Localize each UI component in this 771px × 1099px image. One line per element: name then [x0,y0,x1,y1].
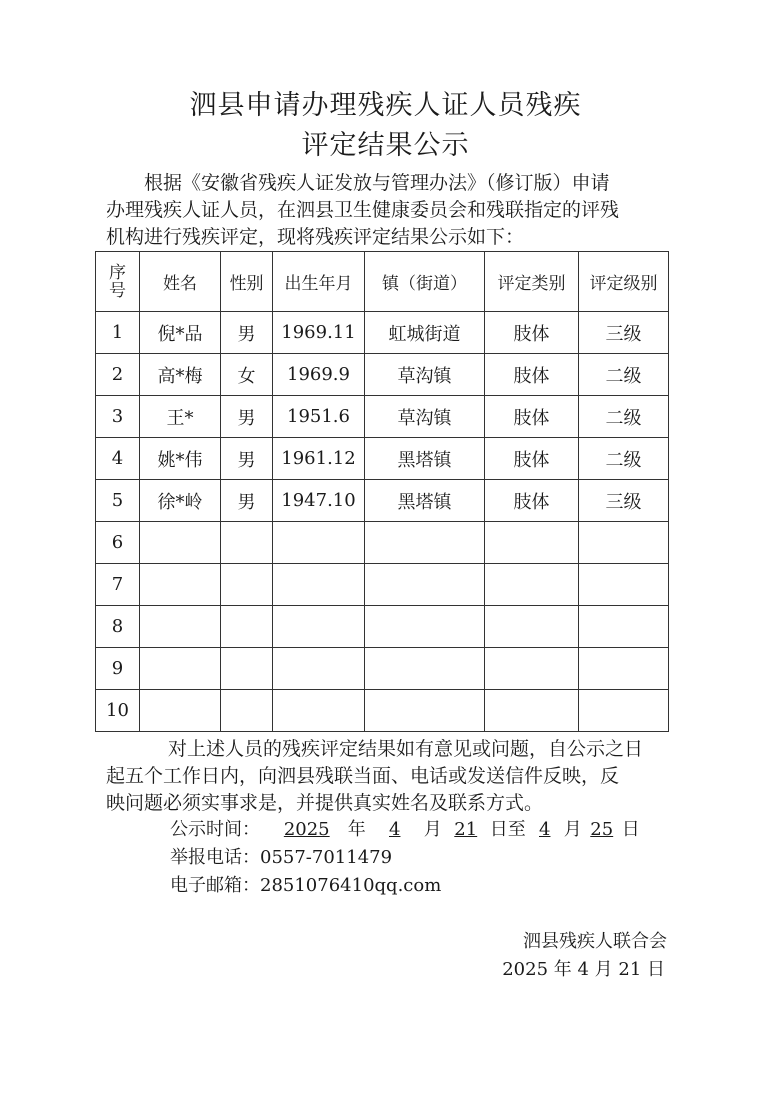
table-row [96,480,669,522]
intro-paragraph [106,170,676,251]
cell-birth: 1961.12 [273,438,365,480]
intro-line: 办理残疾人证人员，在泗县卫生健康委员会和残联指定的评残 [106,199,620,221]
cell-seq: 10 [96,690,140,732]
cell-category: 肢体 [485,312,579,354]
cell-level [579,606,669,648]
table-body [96,312,669,732]
intro-line: 机构进行残疾评定，现将残疾评定结果公示如下： [106,226,525,248]
cell-name [140,690,221,732]
cell-gender [221,648,273,690]
cell-gender: 男 [221,438,273,480]
notice-line: 起五个工作日内，向泗县残联当面、电话或发送信件反映，反 [106,765,620,787]
cell-seq: 6 [96,522,140,564]
cell-category: 肢体 [485,480,579,522]
cell-seq: 5 [96,480,140,522]
cell-birth: 1969.9 [273,354,365,396]
cell-town [365,522,485,564]
cell-name: 王* [140,396,221,438]
cell-seq: 4 [96,438,140,480]
cell-level: 二级 [579,396,669,438]
cell-birth [273,690,365,732]
header-gender: 性别 [221,252,273,312]
table-row [96,564,669,606]
table-row [96,354,669,396]
cell-town: 黑塔镇 [365,438,485,480]
cell-gender [221,564,273,606]
cell-name [140,606,221,648]
cell-town: 草沟镇 [365,396,485,438]
cell-level [579,690,669,732]
cell-birth: 1969.11 [273,312,365,354]
cell-level: 二级 [579,438,669,480]
signature-org: 泗县残疾人联合会 [523,931,667,952]
cell-name [140,648,221,690]
cell-seq: 7 [96,564,140,606]
cell-category: 肢体 [485,354,579,396]
report-email [170,874,441,898]
cell-seq: 3 [96,396,140,438]
cell-name [140,522,221,564]
document-title-line1: 泗县申请办理残疾人证人员残疾 [189,90,582,121]
period-start-day: 21 [454,819,478,840]
cell-town: 黑塔镇 [365,480,485,522]
table-row [96,396,669,438]
email-label: 电子邮箱： [170,875,260,896]
table-row [96,312,669,354]
header-birth: 出生年月 [273,252,365,312]
period-end-month: 4 [539,819,551,840]
cell-level: 三级 [579,312,669,354]
cell-category: 肢体 [485,438,579,480]
notice-paragraph [106,736,696,817]
cell-category [485,522,579,564]
intro-line: 根据《安徽省残疾人证发放与管理办法》（修订版）申请 [144,172,610,194]
cell-birth [273,522,365,564]
period-end-day: 25 [590,819,614,840]
notice-line: 映问题必须实事求是，并提供真实姓名及联系方式。 [106,792,544,814]
table-row [96,690,669,732]
cell-level: 二级 [579,354,669,396]
report-phone [170,846,392,870]
period-month-char: 月 [423,819,442,840]
document-title-line2: 评定结果公示 [301,130,470,161]
header-level: 评定级别 [579,252,669,312]
publicity-period [170,818,640,842]
cell-gender [221,690,273,732]
cell-seq: 1 [96,312,140,354]
cell-birth [273,606,365,648]
phone-number: 0557-7011479 [260,847,393,868]
cell-gender: 女 [221,354,273,396]
cell-seq: 8 [96,606,140,648]
cell-name: 徐*岭 [140,480,221,522]
cell-seq: 2 [96,354,140,396]
period-year-char: 年 [347,819,366,840]
cell-birth [273,564,365,606]
table-header-row [96,252,669,312]
cell-level [579,522,669,564]
cell-birth [273,648,365,690]
period-month-char-2: 月 [563,819,582,840]
cell-town [365,648,485,690]
email-address: 2851076410qq.com [260,875,442,896]
cell-name: 高*梅 [140,354,221,396]
cell-category: 肢体 [485,396,579,438]
cell-level: 三级 [579,480,669,522]
cell-gender: 男 [221,396,273,438]
cell-category [485,648,579,690]
cell-birth: 1947.10 [273,480,365,522]
table-row [96,606,669,648]
cell-gender [221,522,273,564]
cell-gender [221,606,273,648]
period-day-char: 日 [621,819,640,840]
cell-gender: 男 [221,480,273,522]
header-seq-top: 序 [109,262,126,283]
cell-category [485,606,579,648]
cell-town [365,606,485,648]
cell-gender: 男 [221,312,273,354]
cell-level [579,564,669,606]
header-seq [96,252,140,312]
period-to-text: 日至 [489,819,526,840]
signature-date: 2025 年 4 月 21 日 [502,959,665,980]
table-row [96,438,669,480]
header-town: 镇（街道） [365,252,485,312]
phone-label: 举报电话： [170,847,260,868]
cell-name: 姚*伟 [140,438,221,480]
cell-town: 草沟镇 [365,354,485,396]
cell-name [140,564,221,606]
period-start-month: 4 [389,819,401,840]
period-label: 公示时间： [170,819,260,840]
cell-category [485,564,579,606]
table-row [96,648,669,690]
notice-line: 对上述人员的残疾评定结果如有意见或问题，自公示之日 [168,738,644,760]
period-start-year: 2025 [283,819,330,840]
cell-town [365,690,485,732]
header-name: 姓名 [140,252,221,312]
assessment-table [95,251,669,732]
cell-name: 倪*品 [140,312,221,354]
cell-category [485,690,579,732]
cell-birth: 1951.6 [273,396,365,438]
header-seq-bottom: 号 [109,280,126,301]
header-category: 评定类别 [485,252,579,312]
cell-level [579,648,669,690]
cell-town [365,564,485,606]
table-row [96,522,669,564]
cell-town: 虹城街道 [365,312,485,354]
cell-seq: 9 [96,648,140,690]
